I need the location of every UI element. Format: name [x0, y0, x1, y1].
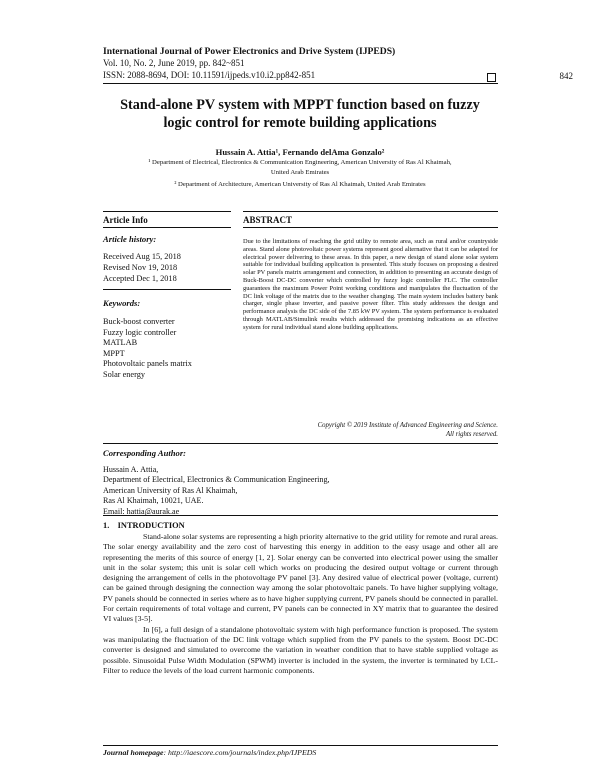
abstract-text: Due to the limitations of reaching the grid utility to remote area, such as rural and/or countryside areas. Stand alone photovoltaic power systems represent good alternative that it can be adapted for electrical power delivering to these areas. In this paper, a new design of stand alone solar system suitable for individual building application is presented. This study focuses on proposing a desired solar PV panels matrix arrangement and connection, in addition to presenting an accurate design of Buck-Boost DC-DC converter which controlled by fuzzy logic controller FLC. The controller guarantees the maximum Power Point working conditions and manipulates the fluctuation of the DC link voltage of the matrix due to the weather changing. The main system includes battery bank charger, single phase inverter, and passive power filter. This study addresses the design and performance analysis the DC side of the 7.85 kW PV system. The system performance is evaluated through MATLAB/Simulink results which addressed the promising indications as an effective system for rural individual stand alone building applications.: [243, 238, 498, 331]
section-heading-introduction: 1. INTRODUCTION: [103, 521, 185, 530]
keyword: MATLAB: [103, 338, 138, 347]
page-number: 842: [559, 71, 573, 81]
affiliation-2: ² Department of Architecture, American University of Ras Al Khaimah, United Arab Emirates: [174, 181, 426, 188]
keyword: Fuzzy logic controller: [103, 327, 177, 337]
abstract-rule: [243, 227, 498, 228]
corresponding-name: Hussain A. Attia,: [103, 465, 159, 474]
corresponding-author-details: [103, 465, 330, 517]
header-divider: [103, 83, 498, 84]
corresponding-department: Department of Electrical, Electronics & Communication Engineering,: [103, 475, 330, 485]
copyright-line-2: All rights reserved.: [445, 431, 498, 438]
journal-homepage-footer: [103, 748, 316, 757]
corresponding-author-heading: Corresponding Author:: [103, 448, 187, 458]
corresponding-address: Ras Al Khaimah, 10021, UAE.: [103, 496, 204, 506]
history-received: Received Aug 15, 2018: [103, 252, 181, 261]
paper-title: [60, 96, 540, 132]
corresponding-top-rule: [103, 443, 498, 444]
footer-url[interactable]: : http://iaescore.com/journals/index.php/IJPEDS: [163, 748, 317, 757]
corresponding-university: American University of Ras Al Khaimah,: [103, 485, 238, 495]
introduction-body: [103, 532, 498, 676]
copyright: [243, 421, 498, 439]
keywords-heading: Keywords:: [103, 298, 141, 308]
copyright-line-1: Copyright © 2019 Institute of Advanced Engineering and Science.: [317, 422, 498, 429]
square-icon: [487, 73, 496, 82]
history-revised: Revised Nov 19, 2018: [103, 263, 178, 272]
history-accepted: Accepted Dec 1, 2018: [103, 274, 177, 283]
article-info-top-rule: [103, 211, 231, 212]
authors: Hussain A. Attia¹, Fernando delAma Gonzalo²: [215, 147, 385, 157]
affiliation-1-country: United Arab Emirates: [270, 169, 330, 176]
keywords-rule: [103, 289, 231, 290]
keywords-list: [103, 317, 192, 380]
introduction-paragraph-2: In [6], a full design of a standalone photovoltaic system with high performance function is proposed. The system was manipulating the fluctuation of the DC link voltage which supplied from the PV panels to the system. Boost DC-DC converter is designed and simulated to overcome the variation in weather condition that to have stable supplied voltage as possible. Sinusoidal Pulse Width Modulation (SPWM) inverter is included in the system, the inverter is terminated by LCL-Filter to reduce the levels of the load current harmonic components.: [103, 624, 498, 675]
title-line-1: Stand-alone PV system with MPPT function based on fuzzy: [120, 97, 480, 113]
affiliation-1: ¹ Department of Electrical, Electronics & Communication Engineering, American University of Ras Al Khaimah,: [148, 159, 452, 166]
keyword: Buck-boost converter: [103, 317, 175, 326]
keyword: Photovoltaic panels matrix: [103, 359, 192, 368]
journal-name: International Journal of Power Electronics and Drive System (IJPEDS): [103, 46, 396, 57]
keyword: MPPT: [103, 348, 125, 358]
footer-label: Journal homepage: [103, 748, 164, 757]
corresponding-email: Email: hattia@aurak.ae: [103, 506, 180, 516]
journal-issn-doi: ISSN: 2088-8694, DOI: 10.11591/ijpeds.v10.i2.pp842-851: [103, 70, 316, 80]
title-line-2: logic control for remote building applications: [163, 115, 437, 131]
keyword: Solar energy: [103, 369, 146, 379]
introduction-paragraph-1: Stand-alone solar systems are representing a high priority alternative to the grid utility for remote and rural areas. The solar energy availability and the zero cost of harvesting this energy in addition to the easy usage and other all are representing the merits of this source of energy [1, 2]. Solar energy can be converted into electrical power using the smaller unit in the solar system; this unit is solar cell which works on producing the desired output voltage or current through designing the arrangement of cells in the photovoltage PV panel [3]. Any desired value of electrical power (voltage, current) can be gained through designing the connection way among the solar photovoltaic panels. To have higher supplying voltage, PV panels should be connected in series where as to have higher supplying current, PV panels should be connected in parallel. For certain requirements of total voltage and current, PV panels can be connected in XY matrix that to guarantee the desired VI values [3-5].: [103, 532, 498, 624]
footer-rule: [103, 745, 498, 746]
article-history-heading: Article history:: [103, 234, 157, 244]
article-info-heading: Article Info: [103, 215, 148, 225]
corresponding-bottom-rule: [103, 515, 498, 516]
journal-volume: Vol. 10, No. 2, June 2019, pp. 842~851: [103, 58, 245, 68]
article-info-rule: [103, 227, 231, 228]
article-history: [103, 251, 181, 284]
abstract-heading: ABSTRACT: [243, 215, 293, 225]
abstract-top-rule: [243, 211, 498, 212]
